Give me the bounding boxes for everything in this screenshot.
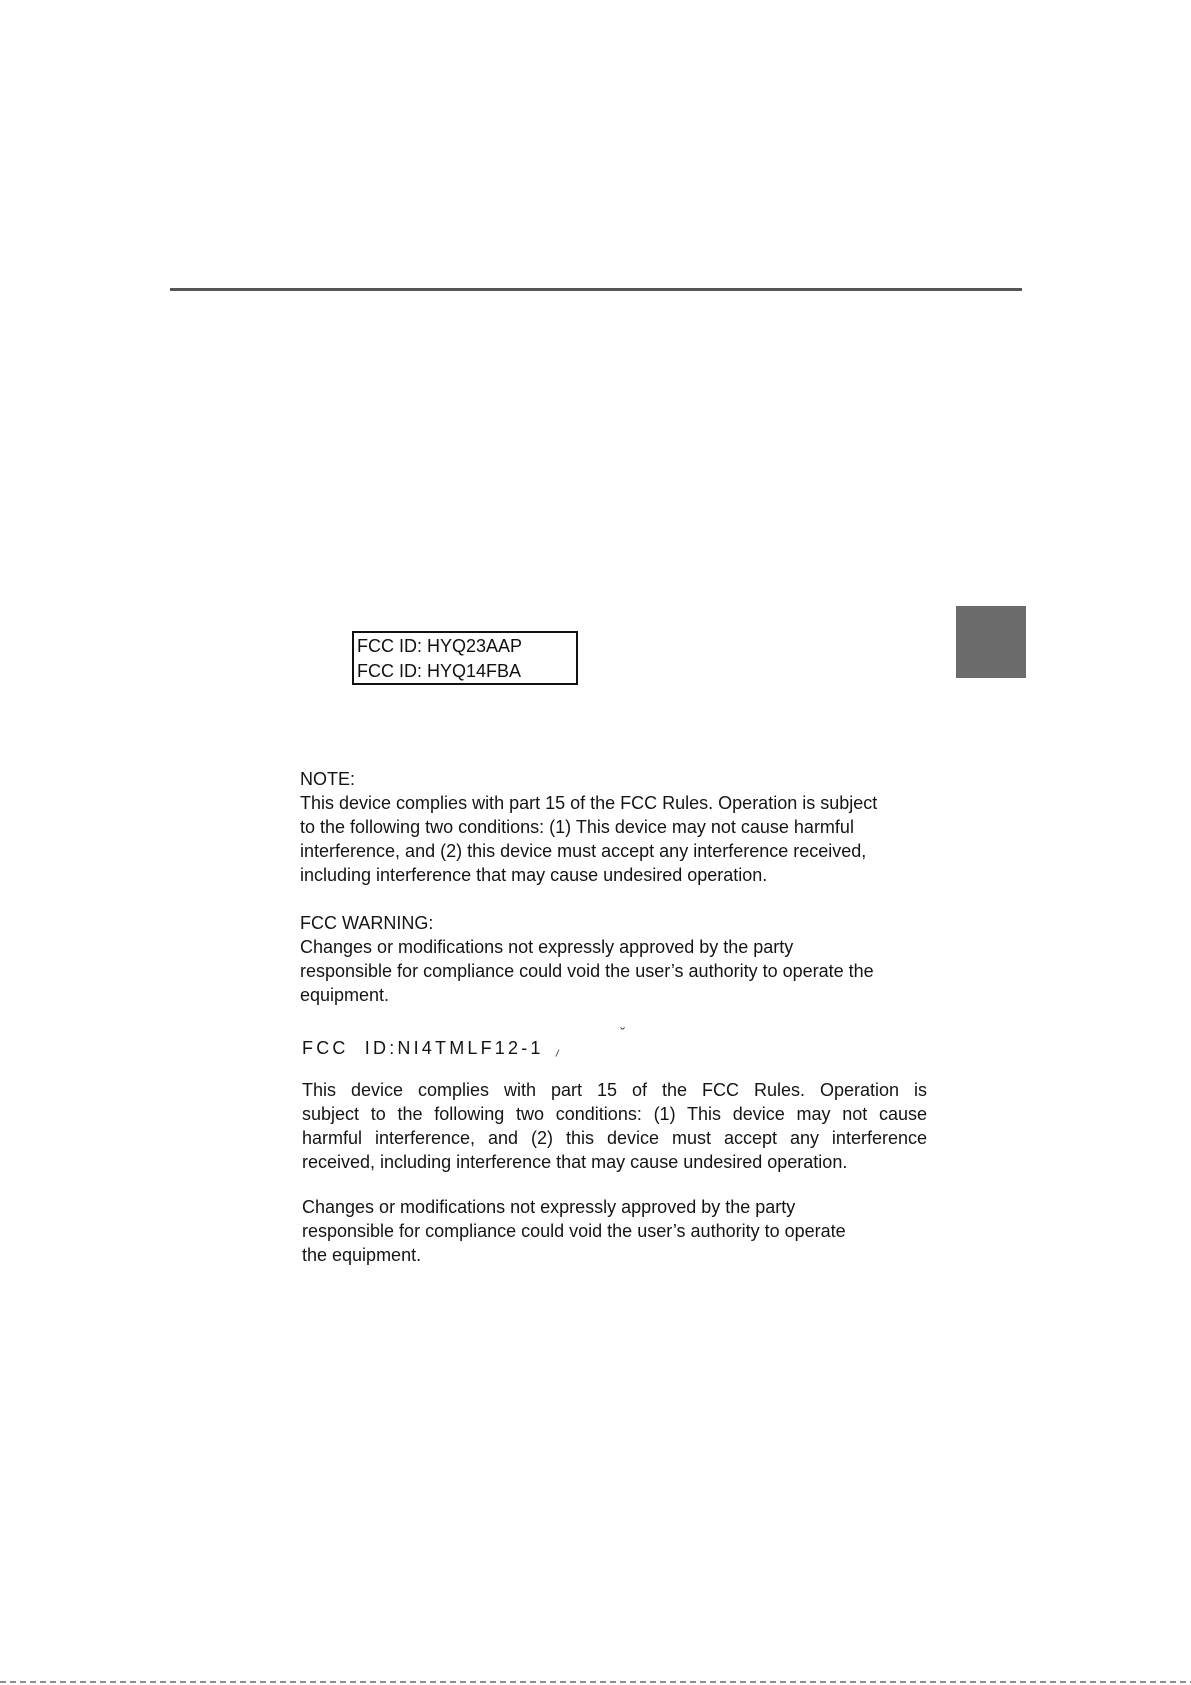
scan-edge: [0, 1681, 1191, 1683]
fcc-warning-section: [300, 911, 925, 1007]
section-tab: [956, 606, 1026, 678]
changes-line: responsible for compliance could void the user’s authority to operate: [302, 1221, 846, 1241]
warning-line: equipment.: [300, 985, 390, 1005]
note-line: including interference that may cause undesired operation.: [300, 865, 768, 885]
fcc-id-line-2: FCC ID: HYQ14FBA: [357, 661, 522, 681]
warning-line: responsible for compliance could void the user’s authority to operate the: [300, 961, 874, 981]
compliance-section: [302, 1078, 927, 1174]
warning-line: Changes or modifications not expressly approved by the party: [300, 937, 794, 957]
note-heading: NOTE:: [300, 769, 356, 789]
changes-line: Changes or modifications not expressly approved by the party: [302, 1197, 796, 1217]
changes-line: the equipment.: [302, 1245, 422, 1265]
header-rule: [170, 288, 1022, 291]
warning-heading: FCC WARNING:: [300, 913, 434, 933]
compliance-line: harmful interference, and (2) this device must accept any interference: [302, 1128, 927, 1148]
compliance-line: received, including interference that may cause undesired operation.: [302, 1152, 848, 1172]
fcc-id-line-1: FCC ID: HYQ23AAP: [357, 636, 523, 656]
note-line: to the following two conditions: (1) This device may not cause harmful: [300, 817, 854, 837]
pen-mark: ˇ: [620, 1026, 626, 1043]
changes-section: [302, 1195, 927, 1267]
fcc-id-label: FCC ID:NI4TMLF12-1: [302, 1038, 544, 1058]
pen-mark: ⸝: [549, 1041, 564, 1060]
note-line: This device complies with part 15 of the FCC Rules. Operation is subject: [300, 793, 878, 813]
note-line: interference, and (2) this device must accept any interference received,: [300, 841, 867, 861]
fcc-id-box: [352, 631, 578, 685]
note-section: [300, 767, 925, 887]
compliance-line: subject to the following two conditions: (1) This device may not cause: [302, 1104, 927, 1124]
compliance-line: This device complies with part 15 of the FCC Rules. Operation is: [302, 1080, 927, 1100]
